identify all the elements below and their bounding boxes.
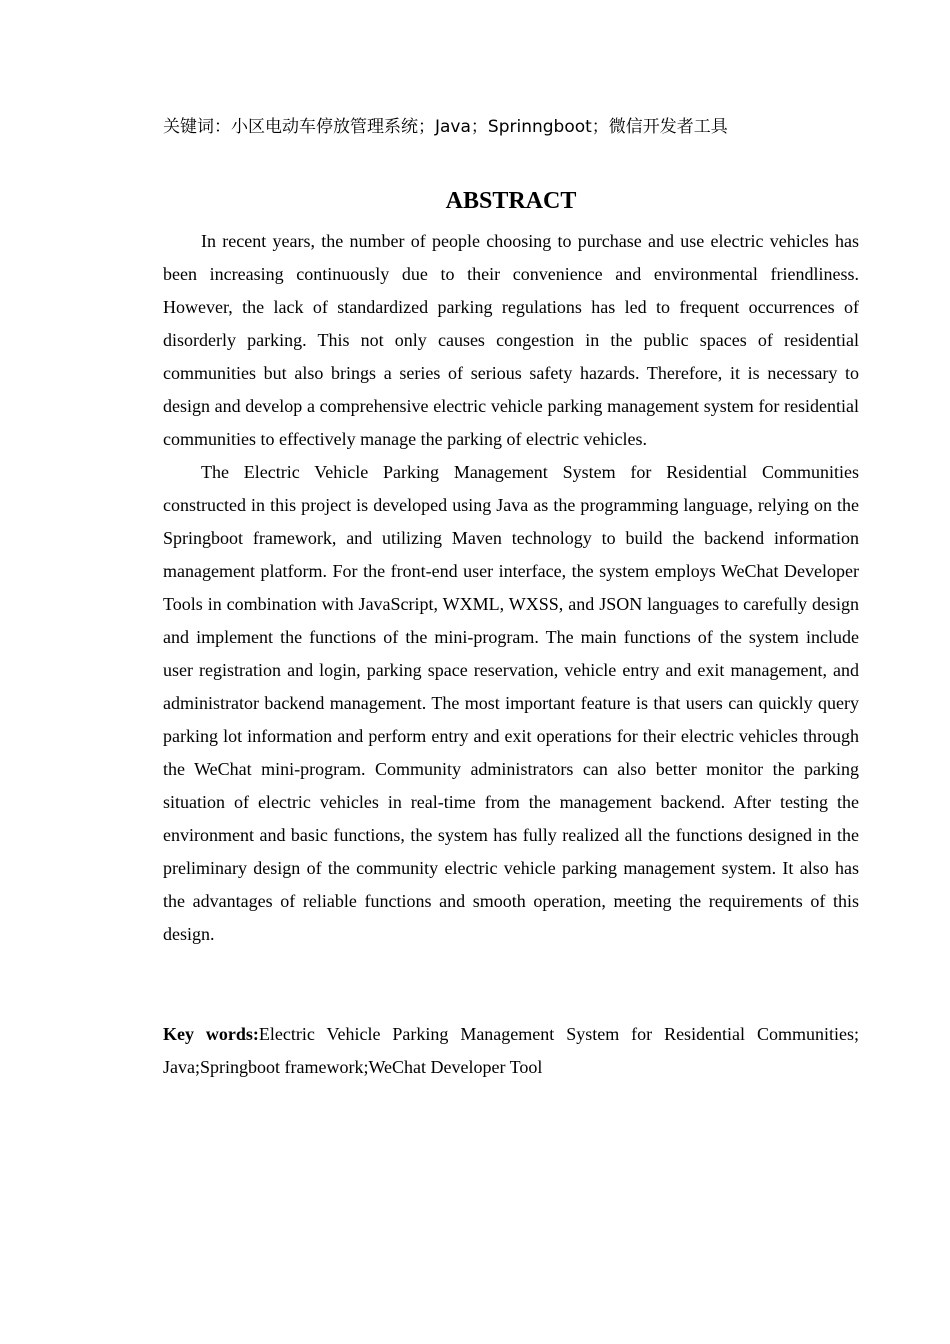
- abstract-title: ABSTRACT: [445, 188, 577, 214]
- english-keywords-label: Key words:: [163, 1024, 259, 1044]
- chinese-keywords: [163, 112, 863, 141]
- abstract-body: [163, 225, 859, 951]
- english-keywords-value: Electric Vehicle Parking Management System for Residential Communities; Java;Springboot framework;WeChat Developer Tool: [163, 1024, 859, 1077]
- abstract-paragraph: In recent years, the number of people choosing to purchase and use electric vehicles has been increasing continuously due to their convenience and environmental friendliness. However, the lack of standardized parking regulations has led to frequent occurrences of disorderly parking. This not only causes congestion in the public spaces of residential communities but also brings a series of serious safety hazards. Therefore, it is necessary to design and develop a comprehensive electric vehicle parking management system for residential communities to effectively manage the parking of electric vehicles.: [163, 231, 859, 449]
- abstract-paragraph: The Electric Vehicle Parking Management System for Residential Communities constructed in this project is developed using Java as the programming language, relying on the Springboot framework, and utilizing Maven technology to build the backend information management platform. For the front-end user interface, the system employs WeChat Developer Tools in combination with JavaScript, WXML, WXSS, and JSON languages to carefully design and implement the functions of the mini-program. The main functions of the system include user registration and login, parking space reservation, vehicle entry and exit management, and administrator backend management. The most important feature is that users can quickly query parking lot information and perform entry and exit operations for their electric vehicles through the WeChat mini-program. Community administrators can also better monitor the parking situation of electric vehicles in real-time from the management backend. After testing the environment and basic functions, the system has fully realized all the functions designed in the preliminary design of the community electric vehicle parking management system. It also has the advantages of reliable functions and smooth operation, meeting the requirements of this design.: [163, 462, 859, 944]
- english-keywords: [163, 1018, 859, 1084]
- chinese-keywords-label: 关键词：: [163, 117, 231, 137]
- chinese-keywords-value: 小区电动车停放管理系统；Java；Sprinngboot；微信开发者工具: [231, 117, 728, 137]
